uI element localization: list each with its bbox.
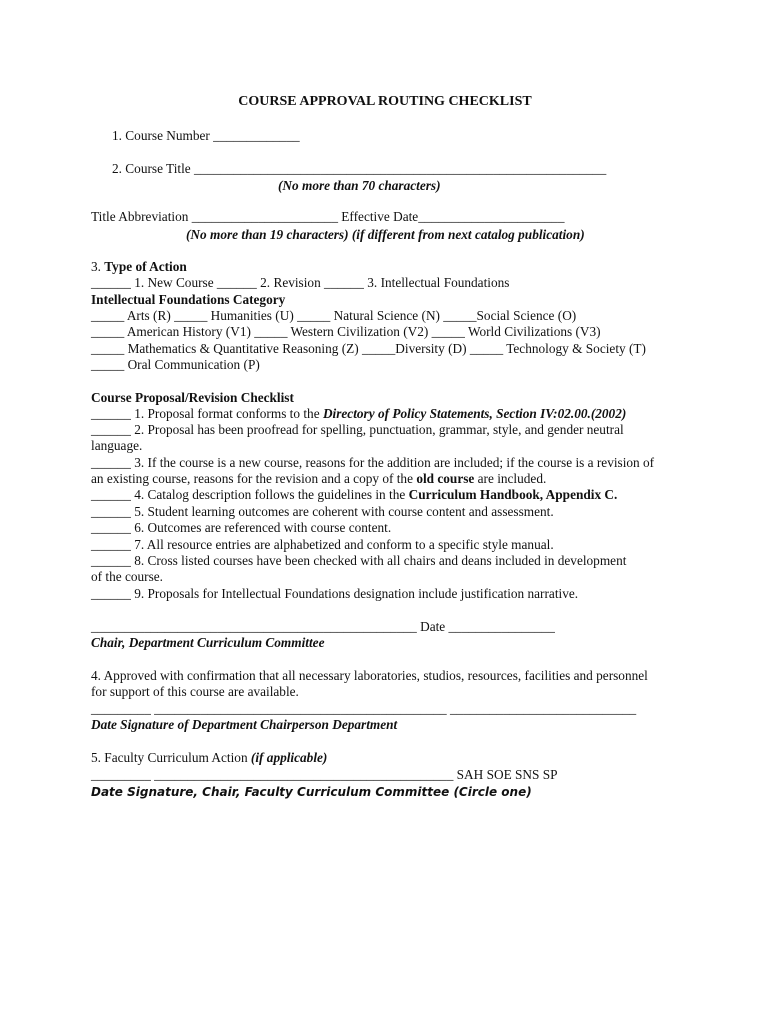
checklist-item-2-cont: language. (91, 438, 143, 453)
faculty-action-heading (91, 750, 327, 766)
item3-bold: old course (416, 471, 475, 486)
checklist-item-8[interactable]: ______ 8. Cross listed courses have been checked with all chairs and deans included in development (91, 553, 627, 568)
type-number: 3. (91, 259, 105, 274)
if-category-line-2[interactable]: _____ American History (V1) _____ Western Civilization (V2) _____ World Civilizations (V3) (91, 324, 601, 339)
title-abbreviation-field[interactable]: Title Abbreviation ______________________ Effective Date______________________ (91, 209, 565, 224)
department-signature-label: Date Signature of Department Chairperson Department (91, 717, 398, 732)
checklist-item-7[interactable]: ______ 7. All resource entries are alphabetized and conform to a specific style manual. (91, 537, 554, 552)
approval-statement: 4. Approved with confirmation that all necessary laboratories, studios, resources, facilities and personnel (91, 668, 648, 683)
checklist-item-9[interactable]: ______ 9. Proposals for Intellectual Foundations designation include justification narrative. (91, 586, 579, 601)
checklist-item-3[interactable]: ______ 3. If the course is a new course, reasons for the addition are included; if the course is a revision of (91, 455, 655, 470)
checklist-item-1[interactable] (91, 406, 626, 422)
item4-bold: Curriculum Handbook, Appendix C. (408, 487, 618, 502)
item3-text: an existing course, reasons for the revision and a copy of the (91, 471, 417, 486)
faculty-signature-line[interactable]: _________ _____________________________________________ SAH SOE SNS SP (91, 767, 558, 782)
chair-signature-label: Chair, Department Curriculum Committee (91, 635, 325, 650)
chair-signature-line[interactable]: _________________________________________________ Date ________________ (91, 619, 555, 634)
item1-text: ______ 1. Proposal format conforms to the (91, 406, 323, 421)
checklist-item-5[interactable]: ______ 5. Student learning outcomes are coherent with course content and assessment. (91, 504, 554, 519)
checklist-item-8-cont: of the course. (91, 569, 163, 584)
checklist-item-3-cont (91, 471, 546, 487)
checklist-item-4[interactable] (91, 487, 617, 503)
if-category-line-4[interactable]: _____ Oral Communication (P) (91, 357, 260, 372)
type-of-action-options[interactable]: ______ 1. New Course ______ 2. Revision ______ 3. Intellectual Foundations (91, 275, 510, 290)
checklist-heading: Course Proposal/Revision Checklist (91, 390, 294, 405)
approval-statement-cont: for support of this course are available. (91, 684, 299, 699)
checklist-item-6[interactable]: ______ 6. Outcomes are referenced with course content. (91, 520, 392, 535)
department-signature-line[interactable]: _________ ____________________________________________ ____________________________ (91, 701, 637, 716)
course-number-field[interactable]: 1. Course Number _____________ (112, 128, 300, 143)
type-heading-text: Type of Action (104, 259, 187, 274)
document-title: COURSE APPROVAL ROUTING CHECKLIST (238, 94, 532, 109)
course-title-field[interactable]: 2. Course Title ______________________________________________________________ (112, 161, 607, 176)
item3-text-end: are included. (474, 471, 547, 486)
if-category-heading: Intellectual Foundations Category (91, 292, 286, 307)
item1-reference: Directory of Policy Statements, Section IV:02.00.(2002) (322, 406, 627, 421)
if-category-line-1[interactable]: _____ Arts (R) _____ Humanities (U) _____ Natural Science (N) _____Social Science (O) (91, 308, 577, 323)
checklist-item-2[interactable]: ______ 2. Proposal has been proofread for spelling, punctuation, grammar, style, and gender neutral (91, 422, 624, 437)
faculty-action-text: 5. Faculty Curriculum Action (91, 750, 251, 765)
course-title-note: (No more than 70 characters) (278, 178, 441, 193)
faculty-action-note: (if applicable) (250, 750, 328, 765)
item4-text: ______ 4. Catalog description follows the guidelines in the (91, 487, 409, 502)
type-of-action-heading (91, 259, 187, 275)
abbreviation-note: (No more than 19 characters) (if different from next catalog publication) (186, 227, 585, 242)
if-category-line-3[interactable]: _____ Mathematics & Quantitative Reasoning (Z) _____Diversity (D) _____ Technology & Society (T) (91, 341, 646, 356)
faculty-signature-label: Date Signature, Chair, Faculty Curriculum Committee (Circle one) (91, 785, 532, 799)
